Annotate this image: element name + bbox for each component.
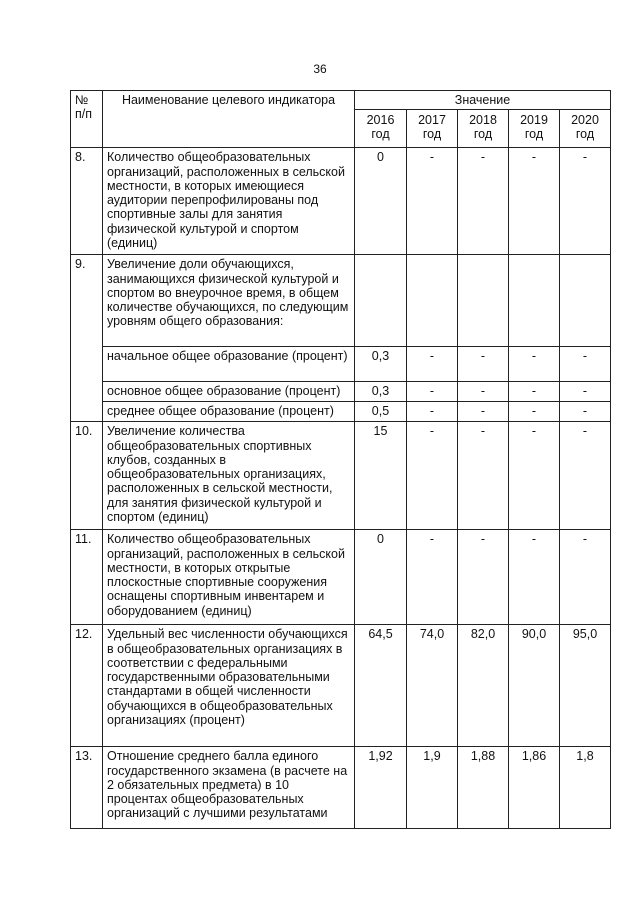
header-indicator-name: Наименование целевого индикатора [103,91,355,148]
row-number: 12. [71,625,103,747]
value-2018: - [458,148,509,255]
indicator-name: Удельный вес численности обучающихся в общеобразовательных организациях в соответствии с федеральными государственными образовательными стандартами в общей численности обучающихся в общеобразовательных организациях (процент) [103,625,355,747]
value-2018: - [458,347,509,382]
value-2019: 90,0 [509,625,560,747]
row-number: 10. [71,422,103,530]
indicator-name: Отношение среднего балла единого государственного экзамена (в расчете на 2 обязательных предмета) в 10 процентах общеобразовательных организаций с лучшими результатами [103,747,355,829]
value-2020: - [560,347,611,382]
value-2019: 1,86 [509,747,560,829]
value-2017: - [407,148,458,255]
indicator-name: Увеличение количества общеобразовательных спортивных клубов, созданных в общеобразовательных организациях, расположенных в сельской местности, для занятия физической культурой и спортом (единиц) [103,422,355,530]
indicator-name: Увеличение доли обучающихся, занимающихся физической культурой и спортом во внеурочное время, в общем количестве обучающихся, по следующим уровням общего образования: [103,255,355,347]
table-row [71,530,611,625]
indicator-name: основное общее образование (процент) [103,382,355,402]
table-row [71,382,611,402]
value-2019: - [509,347,560,382]
header-value: Значение [355,91,611,110]
row-number: 8. [71,148,103,255]
value-2020: - [560,422,611,530]
value-2019: - [509,402,560,422]
value-2019: - [509,530,560,625]
table-row [71,402,611,422]
value-2019 [509,255,560,347]
table-row [71,148,611,255]
indicator-name: Количество общеобразовательных организаций, расположенных в сельской местности, в которых имеющиеся аудитории перепрофилированы под спортивные залы для занятия физической культурой и спортом (единиц) [103,148,355,255]
value-2020: 1,8 [560,747,611,829]
value-2017: 1,9 [407,747,458,829]
table-row [71,747,611,829]
value-2020: - [560,148,611,255]
row-number: 9. [71,255,103,422]
indicator-name: среднее общее образование (процент) [103,402,355,422]
header-year-2016: 2016 год [355,110,407,148]
table-row [71,255,611,347]
header-year-2019: 2019 год [509,110,560,148]
indicator-name: начальное общее образование (процент) [103,347,355,382]
value-2019: - [509,148,560,255]
value-2018: - [458,402,509,422]
indicator-table [70,90,611,829]
header-year-2017: 2017 год [407,110,458,148]
value-2017: 74,0 [407,625,458,747]
value-2018: - [458,422,509,530]
value-2019: - [509,422,560,530]
value-2016: 0,3 [355,347,407,382]
value-2016: 1,92 [355,747,407,829]
value-2018 [458,255,509,347]
value-2017: - [407,382,458,402]
value-2018: 1,88 [458,747,509,829]
header-year-2018: 2018 год [458,110,509,148]
value-2016: 0,5 [355,402,407,422]
row-number: 13. [71,747,103,829]
table-row [71,347,611,382]
value-2019: - [509,382,560,402]
value-2016: 0 [355,530,407,625]
value-2020: - [560,382,611,402]
value-2016: 0 [355,148,407,255]
value-2018: - [458,382,509,402]
value-2018: - [458,530,509,625]
value-2017 [407,255,458,347]
value-2016: 15 [355,422,407,530]
value-2016: 0,3 [355,382,407,402]
value-2016: 64,5 [355,625,407,747]
table-row [71,422,611,530]
value-2017: - [407,422,458,530]
value-2020 [560,255,611,347]
value-2016 [355,255,407,347]
value-2017: - [407,402,458,422]
value-2020: - [560,530,611,625]
page-number: 36 [313,62,327,76]
value-2017: - [407,347,458,382]
value-2018: 82,0 [458,625,509,747]
value-2017: - [407,530,458,625]
header-number: № п/п [71,91,103,148]
value-2020: - [560,402,611,422]
indicator-name: Количество общеобразовательных организаций, расположенных в сельской местности, в которых открытые плоскостные спортивные сооружения оснащены спортивным инвентарем и оборудованием (единиц) [103,530,355,625]
value-2020: 95,0 [560,625,611,747]
row-number: 11. [71,530,103,625]
header-year-2020: 2020 год [560,110,611,148]
table-row [71,625,611,747]
